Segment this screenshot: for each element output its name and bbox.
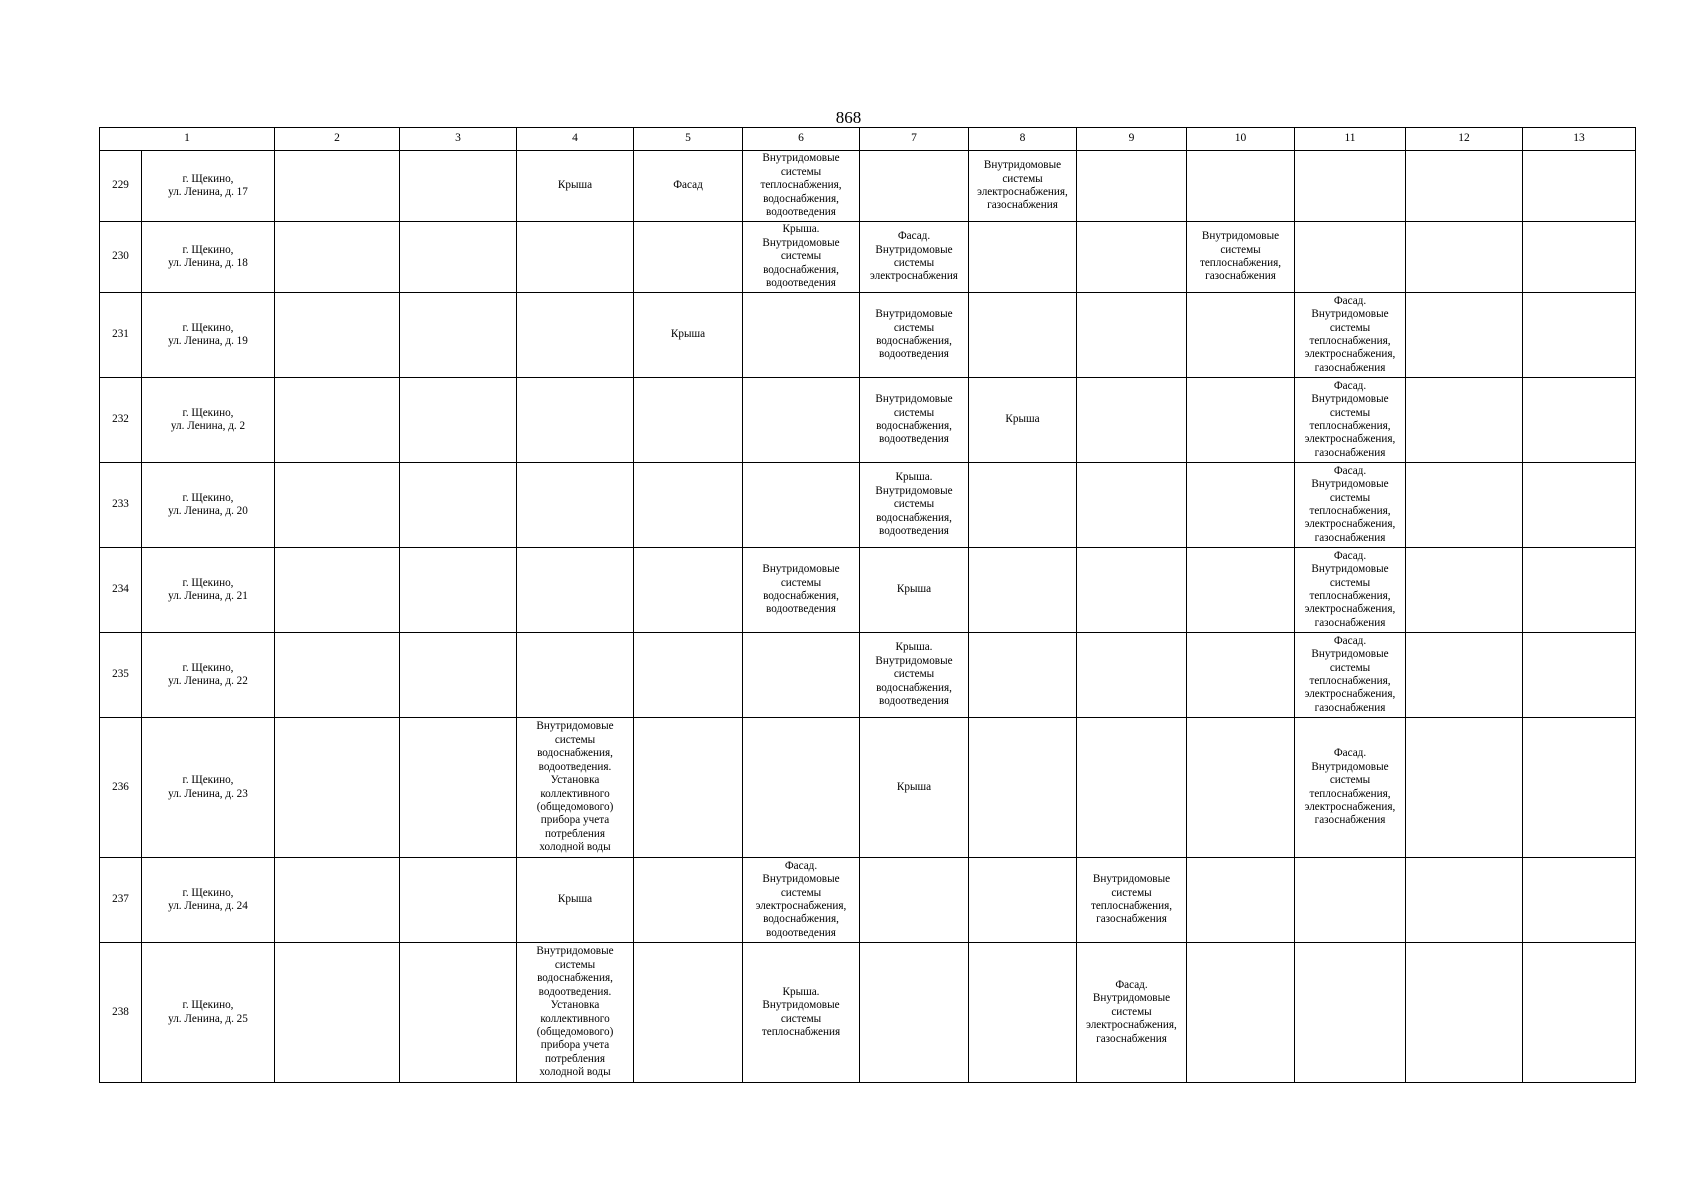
work-cell-col-13	[1523, 943, 1636, 1083]
work-cell-col-11	[1295, 222, 1406, 293]
work-cell-col-2	[275, 633, 400, 718]
work-cell-col-10	[1187, 633, 1295, 718]
work-cell-col-7	[860, 943, 969, 1083]
row-number-cell: 233	[100, 463, 142, 548]
table-row	[100, 378, 1636, 463]
work-cell-col-5	[634, 463, 743, 548]
work-cell-col-13	[1523, 378, 1636, 463]
work-cell-col-10	[1187, 293, 1295, 378]
column-number-cell: 4	[517, 128, 634, 151]
work-cell-col-2	[275, 548, 400, 633]
column-number-cell: 2	[275, 128, 400, 151]
work-cell-col-12	[1406, 943, 1523, 1083]
address-cell: г. Щекино, ул. Ленина, д. 25	[142, 943, 275, 1083]
work-cell-col-11	[1295, 858, 1406, 943]
work-cell-col-9	[1077, 151, 1187, 222]
column-number-cell: 6	[743, 128, 860, 151]
work-cell-col-2	[275, 151, 400, 222]
work-cell-col-11	[1295, 151, 1406, 222]
work-cell-col-11: Фасад. Внутридомовые системы теплоснабжения, электроснабжения, газоснабжения	[1295, 293, 1406, 378]
work-cell-col-5	[634, 718, 743, 858]
work-cell-col-4	[517, 293, 634, 378]
work-cell-col-4: Крыша	[517, 858, 634, 943]
work-cell-col-3	[400, 718, 517, 858]
work-cell-col-4: Внутридомовые системы водоснабжения, водоотведения. Установка коллективного (общедомового) прибора учета потребления холодной воды	[517, 718, 634, 858]
work-cell-col-6	[743, 463, 860, 548]
work-cell-col-13	[1523, 718, 1636, 858]
work-cell-col-2	[275, 293, 400, 378]
address-cell: г. Щекино, ул. Ленина, д. 22	[142, 633, 275, 718]
work-cell-col-10	[1187, 463, 1295, 548]
work-cell-col-8	[969, 718, 1077, 858]
work-cell-col-13	[1523, 858, 1636, 943]
address-cell: г. Щекино, ул. Ленина, д. 2	[142, 378, 275, 463]
work-cell-col-9	[1077, 548, 1187, 633]
work-cell-col-3	[400, 151, 517, 222]
column-number-cell: 9	[1077, 128, 1187, 151]
work-cell-col-6: Внутридомовые системы водоснабжения, водоотведения	[743, 548, 860, 633]
repair-plan-table	[99, 127, 1636, 1083]
work-cell-col-11: Фасад. Внутридомовые системы теплоснабжения, электроснабжения, газоснабжения	[1295, 718, 1406, 858]
work-cell-col-11: Фасад. Внутридомовые системы теплоснабжения, электроснабжения, газоснабжения	[1295, 633, 1406, 718]
column-number-cell: 5	[634, 128, 743, 151]
work-cell-col-3	[400, 943, 517, 1083]
work-cell-col-11: Фасад. Внутридомовые системы теплоснабжения, электроснабжения, газоснабжения	[1295, 463, 1406, 548]
work-cell-col-6	[743, 718, 860, 858]
work-cell-col-13	[1523, 293, 1636, 378]
column-number-cell: 3	[400, 128, 517, 151]
work-cell-col-12	[1406, 151, 1523, 222]
work-cell-col-7	[860, 151, 969, 222]
row-number-cell: 230	[100, 222, 142, 293]
work-cell-col-2	[275, 378, 400, 463]
column-number-cell: 11	[1295, 128, 1406, 151]
row-number-cell: 235	[100, 633, 142, 718]
work-cell-col-3	[400, 222, 517, 293]
work-cell-col-10	[1187, 943, 1295, 1083]
row-number-cell: 229	[100, 151, 142, 222]
work-cell-col-9	[1077, 222, 1187, 293]
work-cell-col-6	[743, 633, 860, 718]
address-cell: г. Щекино, ул. Ленина, д. 24	[142, 858, 275, 943]
work-cell-col-5	[634, 858, 743, 943]
work-cell-col-12	[1406, 633, 1523, 718]
work-cell-col-2	[275, 943, 400, 1083]
work-cell-col-8	[969, 548, 1077, 633]
table-row	[100, 633, 1636, 718]
work-cell-col-9	[1077, 463, 1187, 548]
work-cell-col-9	[1077, 718, 1187, 858]
work-cell-col-13	[1523, 633, 1636, 718]
work-cell-col-13	[1523, 151, 1636, 222]
work-cell-col-7: Крыша. Внутридомовые системы водоснабжения, водоотведения	[860, 633, 969, 718]
work-cell-col-8	[969, 222, 1077, 293]
work-cell-col-3	[400, 633, 517, 718]
work-cell-col-12	[1406, 293, 1523, 378]
address-cell: г. Щекино, ул. Ленина, д. 19	[142, 293, 275, 378]
work-cell-col-5	[634, 633, 743, 718]
work-cell-col-3	[400, 293, 517, 378]
column-number-cell: 8	[969, 128, 1077, 151]
work-cell-col-12	[1406, 718, 1523, 858]
column-number-cell: 7	[860, 128, 969, 151]
work-cell-col-4	[517, 633, 634, 718]
work-cell-col-7: Фасад. Внутридомовые системы электроснабжения	[860, 222, 969, 293]
work-cell-col-9: Внутридомовые системы теплоснабжения, газоснабжения	[1077, 858, 1187, 943]
work-cell-col-13	[1523, 222, 1636, 293]
table-row	[100, 548, 1636, 633]
work-cell-col-3	[400, 548, 517, 633]
column-number-row	[100, 128, 1636, 151]
work-cell-col-5	[634, 548, 743, 633]
work-cell-col-12	[1406, 858, 1523, 943]
work-cell-col-8	[969, 463, 1077, 548]
work-cell-col-2	[275, 718, 400, 858]
work-cell-col-3	[400, 463, 517, 548]
work-cell-col-10	[1187, 718, 1295, 858]
work-cell-col-6: Крыша. Внутридомовые системы теплоснабжения	[743, 943, 860, 1083]
address-cell: г. Щекино, ул. Ленина, д. 21	[142, 548, 275, 633]
address-cell: г. Щекино, ул. Ленина, д. 23	[142, 718, 275, 858]
work-cell-col-10	[1187, 378, 1295, 463]
work-cell-col-3	[400, 858, 517, 943]
column-number-cell: 13	[1523, 128, 1636, 151]
address-cell: г. Щекино, ул. Ленина, д. 18	[142, 222, 275, 293]
work-cell-col-12	[1406, 548, 1523, 633]
work-cell-col-8	[969, 858, 1077, 943]
row-number-cell: 238	[100, 943, 142, 1083]
work-cell-col-2	[275, 463, 400, 548]
work-cell-col-5: Фасад	[634, 151, 743, 222]
work-cell-col-8	[969, 943, 1077, 1083]
page-number: 868	[835, 108, 862, 127]
work-cell-col-8	[969, 633, 1077, 718]
work-cell-col-2	[275, 222, 400, 293]
work-cell-col-4: Внутридомовые системы водоснабжения, водоотведения. Установка коллективного (общедомового) прибора учета потребления холодной воды	[517, 943, 634, 1083]
work-cell-col-5	[634, 943, 743, 1083]
row-number-cell: 236	[100, 718, 142, 858]
table-row	[100, 858, 1636, 943]
work-cell-col-4	[517, 378, 634, 463]
table-row	[100, 151, 1636, 222]
work-cell-col-4: Крыша	[517, 151, 634, 222]
row-number-cell: 231	[100, 293, 142, 378]
work-cell-col-7: Крыша. Внутридомовые системы водоснабжения, водоотведения	[860, 463, 969, 548]
work-cell-col-6	[743, 378, 860, 463]
work-cell-col-11: Фасад. Внутридомовые системы теплоснабжения, электроснабжения, газоснабжения	[1295, 548, 1406, 633]
work-cell-col-8: Крыша	[969, 378, 1077, 463]
address-cell: г. Щекино, ул. Ленина, д. 20	[142, 463, 275, 548]
work-cell-col-12	[1406, 378, 1523, 463]
table-row	[100, 718, 1636, 858]
work-cell-col-11	[1295, 943, 1406, 1083]
work-cell-col-12	[1406, 222, 1523, 293]
table-row	[100, 293, 1636, 378]
address-cell: г. Щекино, ул. Ленина, д. 17	[142, 151, 275, 222]
work-cell-col-2	[275, 858, 400, 943]
work-cell-col-8	[969, 293, 1077, 378]
table-body	[100, 128, 1636, 1083]
work-cell-col-4	[517, 463, 634, 548]
row-number-cell: 234	[100, 548, 142, 633]
work-cell-col-6: Крыша. Внутридомовые системы водоснабжения, водоотведения	[743, 222, 860, 293]
work-cell-col-8: Внутридомовые системы электроснабжения, газоснабжения	[969, 151, 1077, 222]
work-cell-col-9: Фасад. Внутридомовые системы электроснабжения, газоснабжения	[1077, 943, 1187, 1083]
work-cell-col-12	[1406, 463, 1523, 548]
work-cell-col-7	[860, 858, 969, 943]
work-cell-col-4	[517, 222, 634, 293]
work-cell-col-7: Внутридомовые системы водоснабжения, водоотведения	[860, 378, 969, 463]
work-cell-col-7: Крыша	[860, 548, 969, 633]
work-cell-col-7: Крыша	[860, 718, 969, 858]
table-row	[100, 463, 1636, 548]
work-cell-col-5	[634, 378, 743, 463]
work-cell-col-6: Внутридомовые системы теплоснабжения, водоснабжения, водоотведения	[743, 151, 860, 222]
work-cell-col-10	[1187, 858, 1295, 943]
row-number-cell: 237	[100, 858, 142, 943]
work-cell-col-13	[1523, 548, 1636, 633]
work-cell-col-10	[1187, 151, 1295, 222]
work-cell-col-13	[1523, 463, 1636, 548]
work-cell-col-4	[517, 548, 634, 633]
work-cell-col-9	[1077, 633, 1187, 718]
work-cell-col-6: Фасад. Внутридомовые системы электроснабжения, водоснабжения, водоотведения	[743, 858, 860, 943]
work-cell-col-3	[400, 378, 517, 463]
table-row	[100, 943, 1636, 1083]
work-cell-col-9	[1077, 378, 1187, 463]
column-number-cell: 10	[1187, 128, 1295, 151]
work-cell-col-7: Внутридомовые системы водоснабжения, водоотведения	[860, 293, 969, 378]
work-cell-col-5	[634, 222, 743, 293]
table-row	[100, 222, 1636, 293]
work-cell-col-5: Крыша	[634, 293, 743, 378]
work-cell-col-10: Внутридомовые системы теплоснабжения, газоснабжения	[1187, 222, 1295, 293]
column-number-cell: 12	[1406, 128, 1523, 151]
work-cell-col-9	[1077, 293, 1187, 378]
work-cell-col-6	[743, 293, 860, 378]
work-cell-col-11: Фасад. Внутридомовые системы теплоснабжения, электроснабжения, газоснабжения	[1295, 378, 1406, 463]
row-number-cell: 232	[100, 378, 142, 463]
work-cell-col-10	[1187, 548, 1295, 633]
column-number-cell: 1	[100, 128, 275, 151]
